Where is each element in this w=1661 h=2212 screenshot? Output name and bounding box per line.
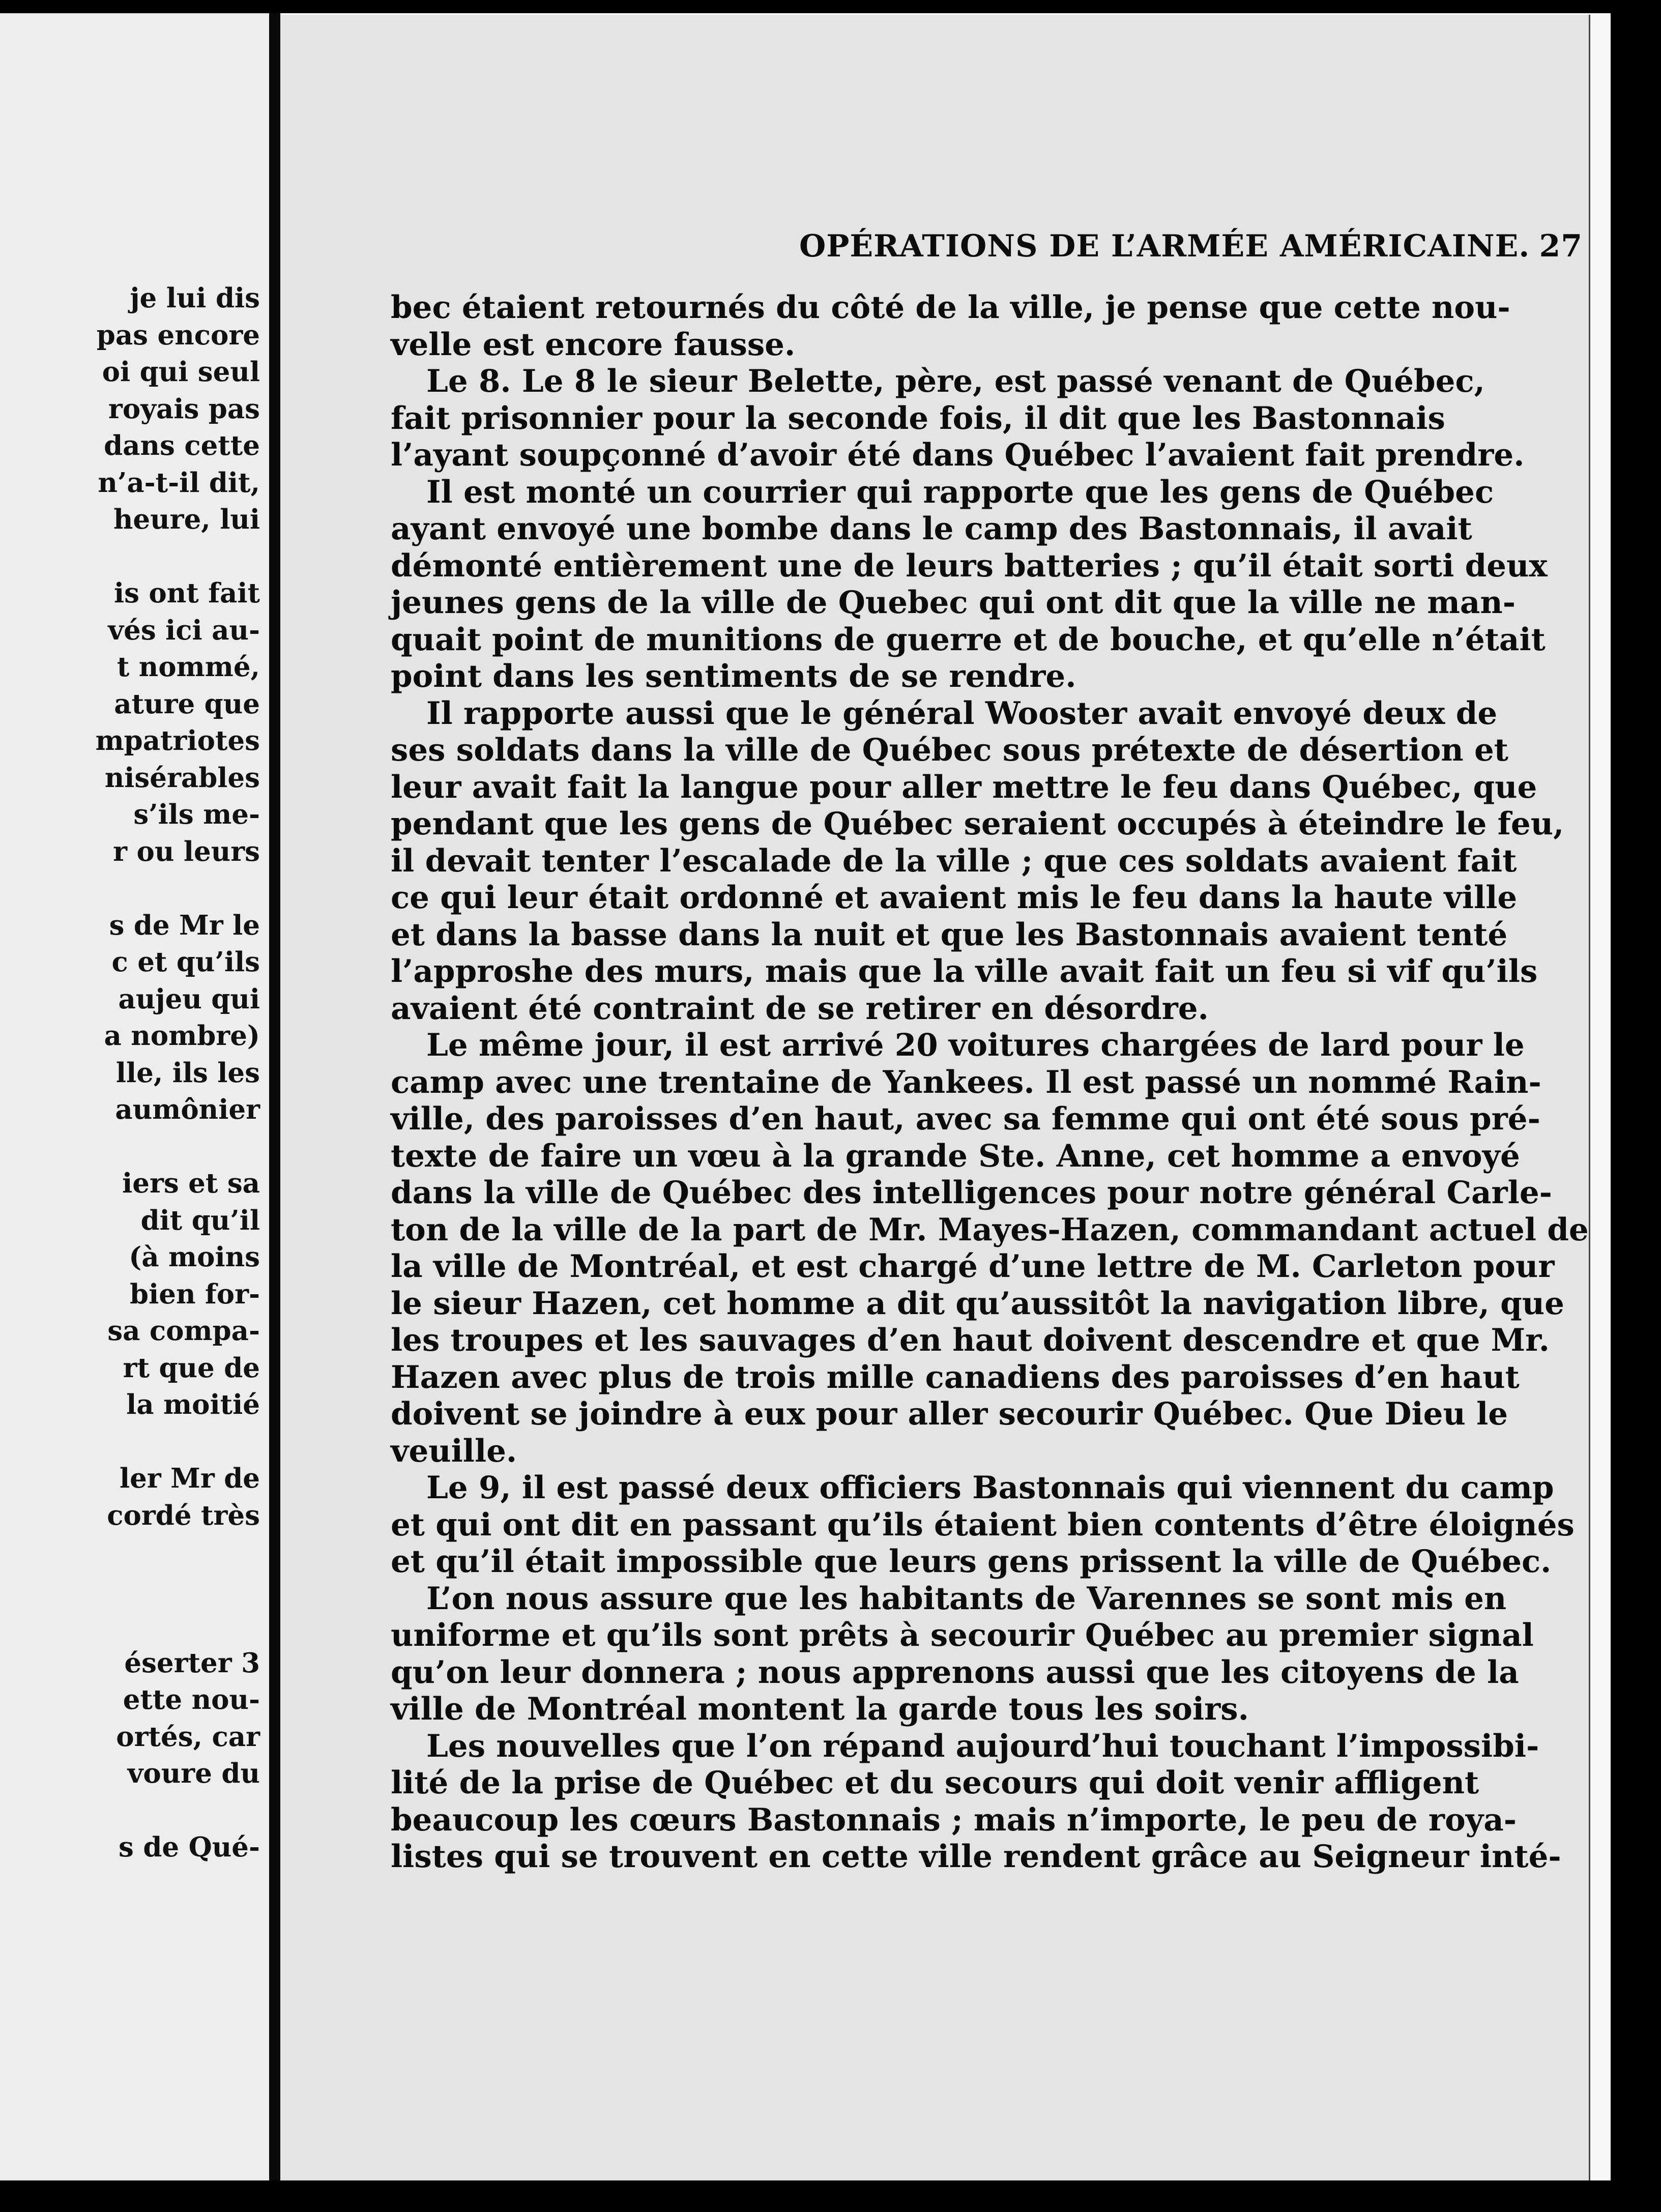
text-line: ce qui leur était ordonné et avaient mis le feu dans la haute ville: [391, 880, 1518, 916]
facing-page-line: ature que: [114, 688, 260, 720]
text-line: les troupes et les sauvages d’en haut doivent descendre et que Mr.: [391, 1322, 1550, 1358]
text-line: ville de Montréal montent la garde tous les soirs.: [391, 1691, 1249, 1727]
body-text: [391, 289, 1589, 1876]
text-line: beaucoup les cœurs Bastonnais ; mais n’importe, le peu de roya-: [391, 1801, 1517, 1838]
text-line: ayant envoyé une bombe dans le camp des Bastonnais, il avait: [391, 511, 1472, 547]
facing-page-line: la moitié: [126, 1389, 260, 1420]
facing-page-line: lle, ils les: [115, 1057, 260, 1089]
facing-page-line: je lui dis: [130, 282, 260, 314]
text-line: velle est encore fausse.: [391, 326, 796, 363]
text-line: ton de la ville de la part de Mr. Mayes-Hazen, commandant actuel de: [391, 1211, 1589, 1248]
facing-page-fragment: [0, 13, 280, 2180]
text-line: Le 8. Le 8 le sieur Belette, père, est passé venant de Québec,: [426, 363, 1485, 399]
text-line: fait prisonnier pour la seconde fois, il dit que les Bastonnais: [391, 400, 1445, 436]
facing-page-line: s de Mr le: [109, 909, 260, 941]
text-line: et qui ont dit en passant qu’ils étaient bien contents d’être éloignés: [391, 1506, 1575, 1543]
facing-page-line: éserter 3: [124, 1647, 260, 1679]
scan-border-right: [1611, 0, 1661, 2212]
facing-page-line: nisérables: [104, 762, 260, 794]
text-line: doivent se joindre à eux pour aller secourir Québec. Que Dieu le: [391, 1396, 1508, 1432]
text-line: dans la ville de Québec des intelligences pour notre général Carle-: [391, 1175, 1552, 1211]
text-line: Le 9, il est passé deux officiers Bastonnais qui viennent du camp: [426, 1470, 1554, 1506]
facing-page-line: cordé très: [107, 1499, 260, 1531]
text-line: lité de la prise de Québec et du secours qui doit venir affligent: [391, 1765, 1479, 1801]
facing-page-line: royais pas: [108, 393, 260, 425]
facing-page-line: s’ils me-: [133, 799, 260, 830]
facing-page-line: c et qu’ils: [111, 946, 260, 978]
facing-page-line: a nombre): [104, 1020, 260, 1052]
scan-border-top: [0, 0, 1661, 13]
text-line: Le même jour, il est arrivé 20 voitures chargées de lard pour le: [426, 1027, 1525, 1063]
facing-page-line: vés ici au-: [108, 614, 260, 646]
text-line: il devait tenter l’escalade de la ville ; que ces soldats avaient fait: [391, 842, 1517, 879]
facing-page-line: ette nou-: [123, 1684, 260, 1715]
document-page: [280, 15, 1611, 2180]
text-line: la ville de Montréal, et est chargé d’une lettre de M. Carleton pour: [391, 1248, 1555, 1285]
text-line: jeunes gens de la ville de Quebec qui ont dit que la ville ne man-: [391, 585, 1516, 621]
facing-page-line: oi qui seul: [102, 356, 260, 388]
facing-page-line: dans cette: [104, 430, 260, 461]
text-line: démonté entièrement une de leurs batteries ; qu’il était sorti deux: [391, 547, 1548, 584]
text-line: veuille.: [391, 1433, 517, 1469]
running-title: OPÉRATIONS DE L’ARMÉE AMÉRICAINE.: [799, 228, 1530, 264]
facing-page-line: r ou leurs: [113, 835, 260, 867]
text-line: pendant que les gens de Québec seraient occupés à éteindre le feu,: [391, 806, 1564, 842]
facing-page-line: ler Mr de: [119, 1463, 260, 1494]
facing-page-line: heure, lui: [113, 504, 260, 535]
page-edge: [1589, 15, 1611, 2180]
text-line: qu’on leur donnera ; nous apprenons aussi que les citoyens de la: [391, 1654, 1519, 1691]
facing-page-line: bien for-: [130, 1278, 260, 1310]
text-line: listes qui se trouvent en cette ville rendent grâce au Seigneur inté-: [391, 1839, 1561, 1875]
text-line: ville, des paroisses d’en haut, avec sa femme qui ont été sous pré-: [391, 1101, 1540, 1137]
text-line: l’approshe des murs, mais que la ville avait fait un feu si vif qu’ils: [391, 953, 1538, 989]
facing-page-line: voure du: [127, 1758, 260, 1789]
text-line: et dans la basse dans la nuit et que les Bastonnais avaient tenté: [391, 916, 1508, 953]
facing-page-line: iers et sa: [122, 1168, 260, 1199]
facing-page-line: aujeu qui: [118, 983, 260, 1015]
text-line: Hazen avec plus de trois mille canadiens des paroisses d’en haut: [391, 1359, 1520, 1395]
scan-border-bottom: [0, 2180, 1661, 2212]
facing-page-line: is ont fait: [114, 577, 260, 609]
text-line: l’ayant soupçonné d’avoir été dans Québec l’avaient fait prendre.: [391, 437, 1525, 473]
facing-page-line: s de Qué-: [119, 1831, 260, 1863]
facing-page-line: (à moins: [129, 1241, 260, 1273]
facing-page-line: ortés, car: [116, 1721, 260, 1753]
text-line: L’on nous assure que les habitants de Varennes se sont mis en: [426, 1580, 1507, 1617]
text-line: avaient été contraint de se retirer en désordre.: [391, 990, 1209, 1027]
text-line: quait point de munitions de guerre et de bouche, et qu’elle n’était: [391, 621, 1546, 658]
text-line: et qu’il était impossible que leurs gens prissent la ville de Québec.: [391, 1544, 1552, 1580]
text-line: uniforme et qu’ils sont prêts à secourir Québec au premier signal: [391, 1617, 1534, 1653]
facing-page-line: sa compa-: [107, 1315, 260, 1347]
text-line: point dans les sentiments de se rendre.: [391, 658, 1076, 694]
facing-page-line: aumônier: [115, 1094, 260, 1125]
text-line: Il est monté un courrier qui rapporte que les gens de Québec: [426, 474, 1494, 510]
text-line: ses soldats dans la ville de Québec sous prétexte de désertion et: [391, 732, 1508, 768]
facing-page-line: mpatriotes: [95, 725, 260, 756]
text-line: Les nouvelles que l’on répand aujourd’hui touchant l’impossibi-: [426, 1728, 1539, 1764]
facing-page-line: dit qu’il: [140, 1204, 260, 1236]
text-line: leur avait fait la langue pour aller mettre le feu dans Québec, que: [391, 769, 1537, 805]
page-number: 27: [1539, 228, 1583, 264]
text-line: le sieur Hazen, cet homme a dit qu’aussitôt la navigation libre, que: [391, 1285, 1564, 1322]
facing-page-lines: [0, 13, 269, 2180]
text-line: texte de faire un vœu à la grande Ste. Anne, cet homme a envoyé: [391, 1138, 1520, 1174]
text-line: camp avec une trentaine de Yankees. Il est passé un nommé Rain-: [391, 1064, 1541, 1100]
text-line: bec étaient retournés du côté de la ville, je pense que cette nou-: [391, 289, 1510, 326]
facing-page-line: n’a-t-il dit,: [98, 467, 260, 499]
facing-page-line: t nommé,: [116, 651, 260, 683]
facing-page-line: rt que de: [123, 1352, 260, 1384]
text-line: Il rapporte aussi que le général Wooster avait envoyé deux de: [426, 695, 1498, 732]
facing-page-line: pas encore: [96, 319, 260, 351]
